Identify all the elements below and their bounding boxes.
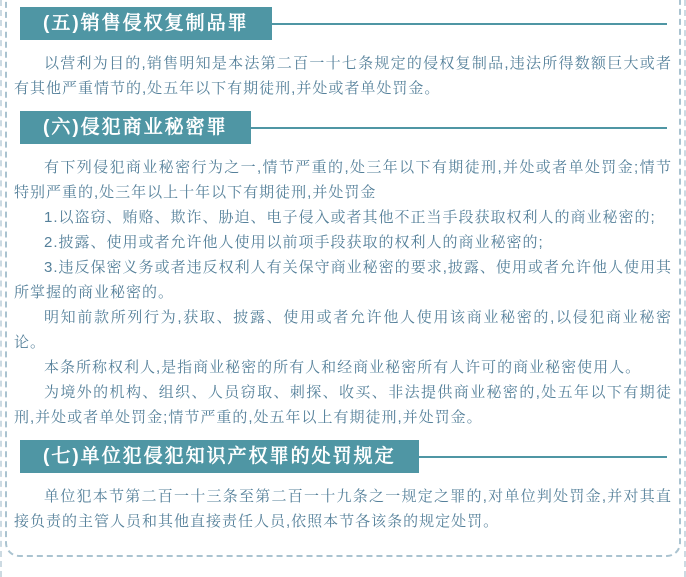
section-seven <box>14 440 672 534</box>
section-five-heading-badge: (五)销售侵权复制品罪 <box>20 7 272 40</box>
heading-rule-line <box>251 127 667 129</box>
section-five-body <box>14 51 672 101</box>
paragraph: 单位犯本节第二百一十三条至第二百一十九条之一规定之罪的,对单位判处罚金,并对其直接负责的主管人员和其他直接责任人员,依照本节各该条的规定处罚。 <box>14 488 672 530</box>
heading-rule-line <box>272 23 667 25</box>
section-six-body <box>14 155 672 430</box>
paragraph: 本条所称权利人,是指商业秘密的所有人和经商业秘密所有人许可的商业秘密使用人。 <box>44 359 642 376</box>
section-six <box>14 111 672 430</box>
list-item-1: 1.以盗窃、贿赂、欺诈、胁迫、电子侵入或者其他不正当手段获取权利人的商业秘密的; <box>44 209 656 226</box>
paragraph: 有下列侵犯商业秘密行为之一,情节严重的,处三年以下有期徒刑,并处或者单处罚金;情节特别严重的,处三年以上十年以下有期徒刑,并处罚金 <box>14 159 672 201</box>
list-item-2: 2.披露、使用或者允许他人使用以前项手段获取的权利人的商业秘密的; <box>44 234 544 251</box>
section-five-heading-row <box>20 7 672 40</box>
section-five <box>14 7 672 101</box>
paragraph: 以营利为目的,销售明知是本法第二百一十七条规定的侵权复制品,违法所得数额巨大或者有其他严重情节的,处五年以下有期徒刑,并处或者单处罚金。 <box>14 55 672 97</box>
list-item-3: 3.违反保密义务或者违反权利人有关保守商业秘密的要求,披露、使用或者允许他人使用其所掌握的商业秘密的。 <box>14 259 672 301</box>
paragraph: 明知前款所列行为,获取、披露、使用或者允许他人使用该商业秘密的,以侵犯商业秘密论。 <box>14 309 672 351</box>
heading-rule-line <box>419 456 667 458</box>
paragraph: 为境外的机构、组织、人员窃取、刺探、收买、非法提供商业秘密的,处五年以下有期徒刑,并处或者单处罚金;情节严重的,处五年以上有期徒刑,并处罚金。 <box>14 384 672 426</box>
section-six-heading-row <box>20 111 672 144</box>
article-content <box>14 7 672 544</box>
section-seven-heading-row <box>20 440 672 473</box>
section-seven-body <box>14 484 672 534</box>
section-seven-heading-badge: (七)单位犯侵犯知识产权罪的处罚规定 <box>20 440 419 473</box>
section-six-heading-badge: (六)侵犯商业秘密罪 <box>20 111 251 144</box>
